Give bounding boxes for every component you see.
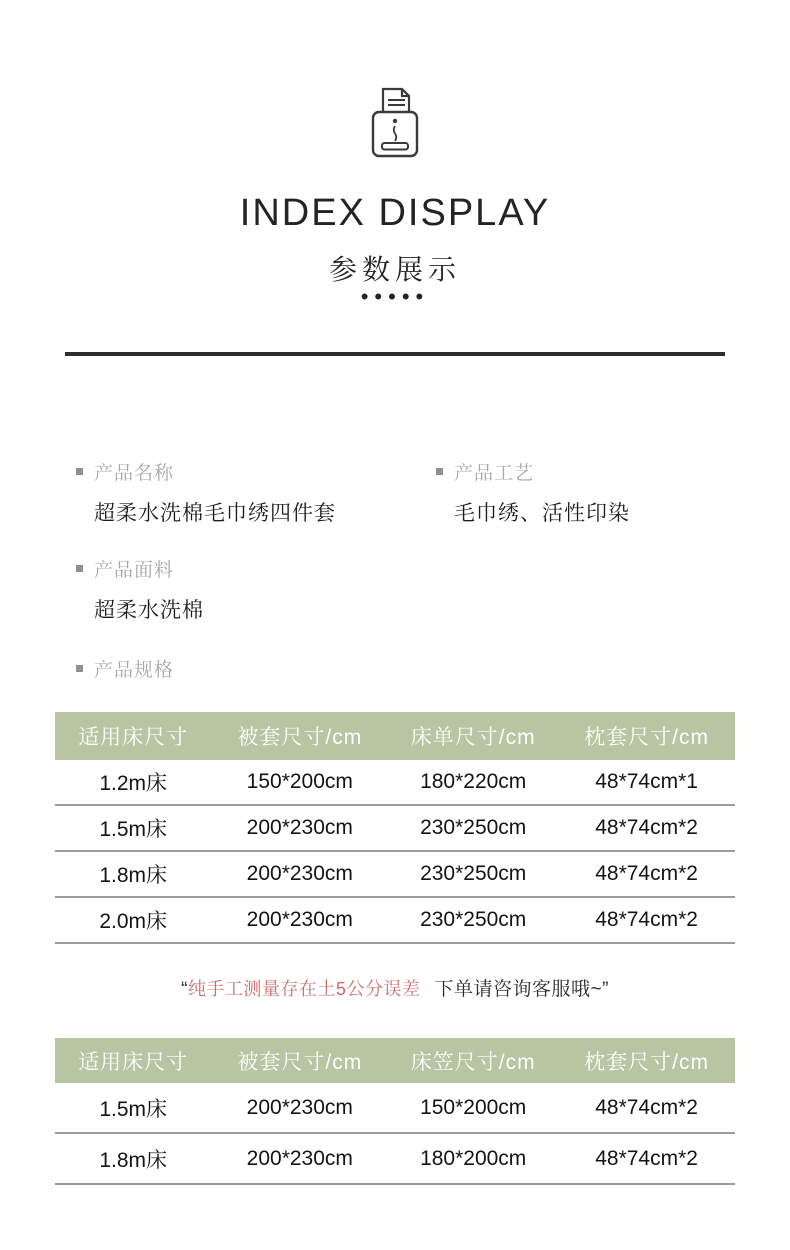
info-value: 超柔水洗棉毛巾绣四件套 [94, 502, 336, 525]
note-close-quote: ” [602, 979, 609, 1000]
square-bullet-icon [436, 468, 443, 475]
spec-cell: 180*200cm [420, 1146, 527, 1170]
spec-cell: 48*74cm*1 [595, 770, 698, 793]
spec-header-cell: 被套尺寸/cm [237, 1050, 363, 1074]
page-title-en: INDEX DISPLAY [239, 192, 551, 234]
spec-header-cell: 被套尺寸/cm [237, 726, 363, 749]
info-item-product-spec [76, 655, 174, 682]
square-bullet-icon [76, 665, 83, 672]
note-dark-text: 下单请咨询客服哦~ [434, 979, 603, 1000]
header-icon-wrap [0, 84, 790, 162]
table-row [55, 1083, 735, 1134]
spec-table-flat-sheet [55, 712, 735, 944]
spec-cell: 200*230cm [246, 1146, 353, 1170]
spec-cell: 200*230cm [246, 816, 353, 839]
info-label-row [436, 458, 630, 485]
note-red-text: 纯手工测量存在土5公分误差 [187, 979, 421, 999]
table-row [55, 898, 735, 944]
table-row [55, 760, 735, 806]
section-divider [65, 352, 725, 356]
table-row [55, 852, 735, 898]
table-row [55, 1134, 735, 1185]
info-label-row [76, 655, 174, 682]
info-label: 产品规格 [94, 660, 175, 681]
spec-cell: 48*74cm*2 [595, 908, 698, 931]
spec-header-cell: 适用床尺寸 [78, 1050, 189, 1074]
info-value: 超柔水洗棉 [94, 599, 204, 622]
info-item-product-craft [436, 458, 630, 527]
measurement-note [0, 974, 790, 1001]
info-item-product-fabric [76, 555, 204, 624]
spec-cell: 230*250cm [420, 908, 527, 931]
info-label: 产品面料 [94, 560, 175, 581]
dots-decoration: ••••• [360, 284, 430, 309]
spec-table-header-row [55, 712, 735, 760]
spec-cell: 48*74cm*2 [595, 862, 698, 885]
square-bullet-icon [76, 565, 83, 572]
spec-cell: 48*74cm*2 [595, 1146, 698, 1170]
spec-cell: 230*250cm [420, 816, 527, 839]
spec-table-header-row [55, 1038, 735, 1083]
spec-cell: 230*250cm [420, 862, 527, 885]
spec-header-cell: 床单尺寸/cm [410, 726, 536, 749]
spec-header-cell: 床笠尺寸/cm [410, 1050, 536, 1074]
spec-cell: 150*200cm [246, 770, 353, 793]
spec-cell: 200*230cm [246, 908, 353, 931]
note-open-quote: “ [181, 979, 188, 1000]
spec-cell: 1.5m床 [99, 1097, 168, 1121]
square-bullet-icon [76, 468, 83, 475]
spec-cell: 48*74cm*2 [595, 1095, 698, 1119]
spec-cell: 150*200cm [420, 1095, 527, 1119]
spec-cell: 1.5m床 [99, 818, 168, 841]
spec-cell: 1.2m床 [99, 772, 168, 795]
info-label: 产品工艺 [454, 463, 535, 484]
info-label: 产品名称 [94, 463, 175, 484]
spec-cell: 1.8m床 [99, 1148, 168, 1172]
info-value: 毛巾绣、活性印染 [454, 502, 630, 525]
info-label-row [76, 458, 336, 485]
spec-cell: 180*220cm [420, 770, 527, 793]
document-tray-icon [363, 84, 427, 162]
page-title-zh: 参数展示 [328, 254, 461, 285]
spec-cell: 1.8m床 [99, 864, 168, 887]
spec-cell: 2.0m床 [99, 910, 168, 933]
spec-header-cell: 枕套尺寸/cm [584, 1050, 709, 1074]
spec-table-fitted-sheet [55, 1038, 735, 1185]
info-item-product-name [76, 458, 336, 527]
spec-header-cell: 适用床尺寸 [78, 726, 189, 749]
spec-cell: 200*230cm [246, 1095, 353, 1119]
info-label-row [76, 555, 204, 582]
spec-header-cell: 枕套尺寸/cm [584, 726, 709, 749]
spec-cell: 200*230cm [246, 862, 353, 885]
table-row [55, 806, 735, 852]
spec-cell: 48*74cm*2 [595, 816, 698, 839]
